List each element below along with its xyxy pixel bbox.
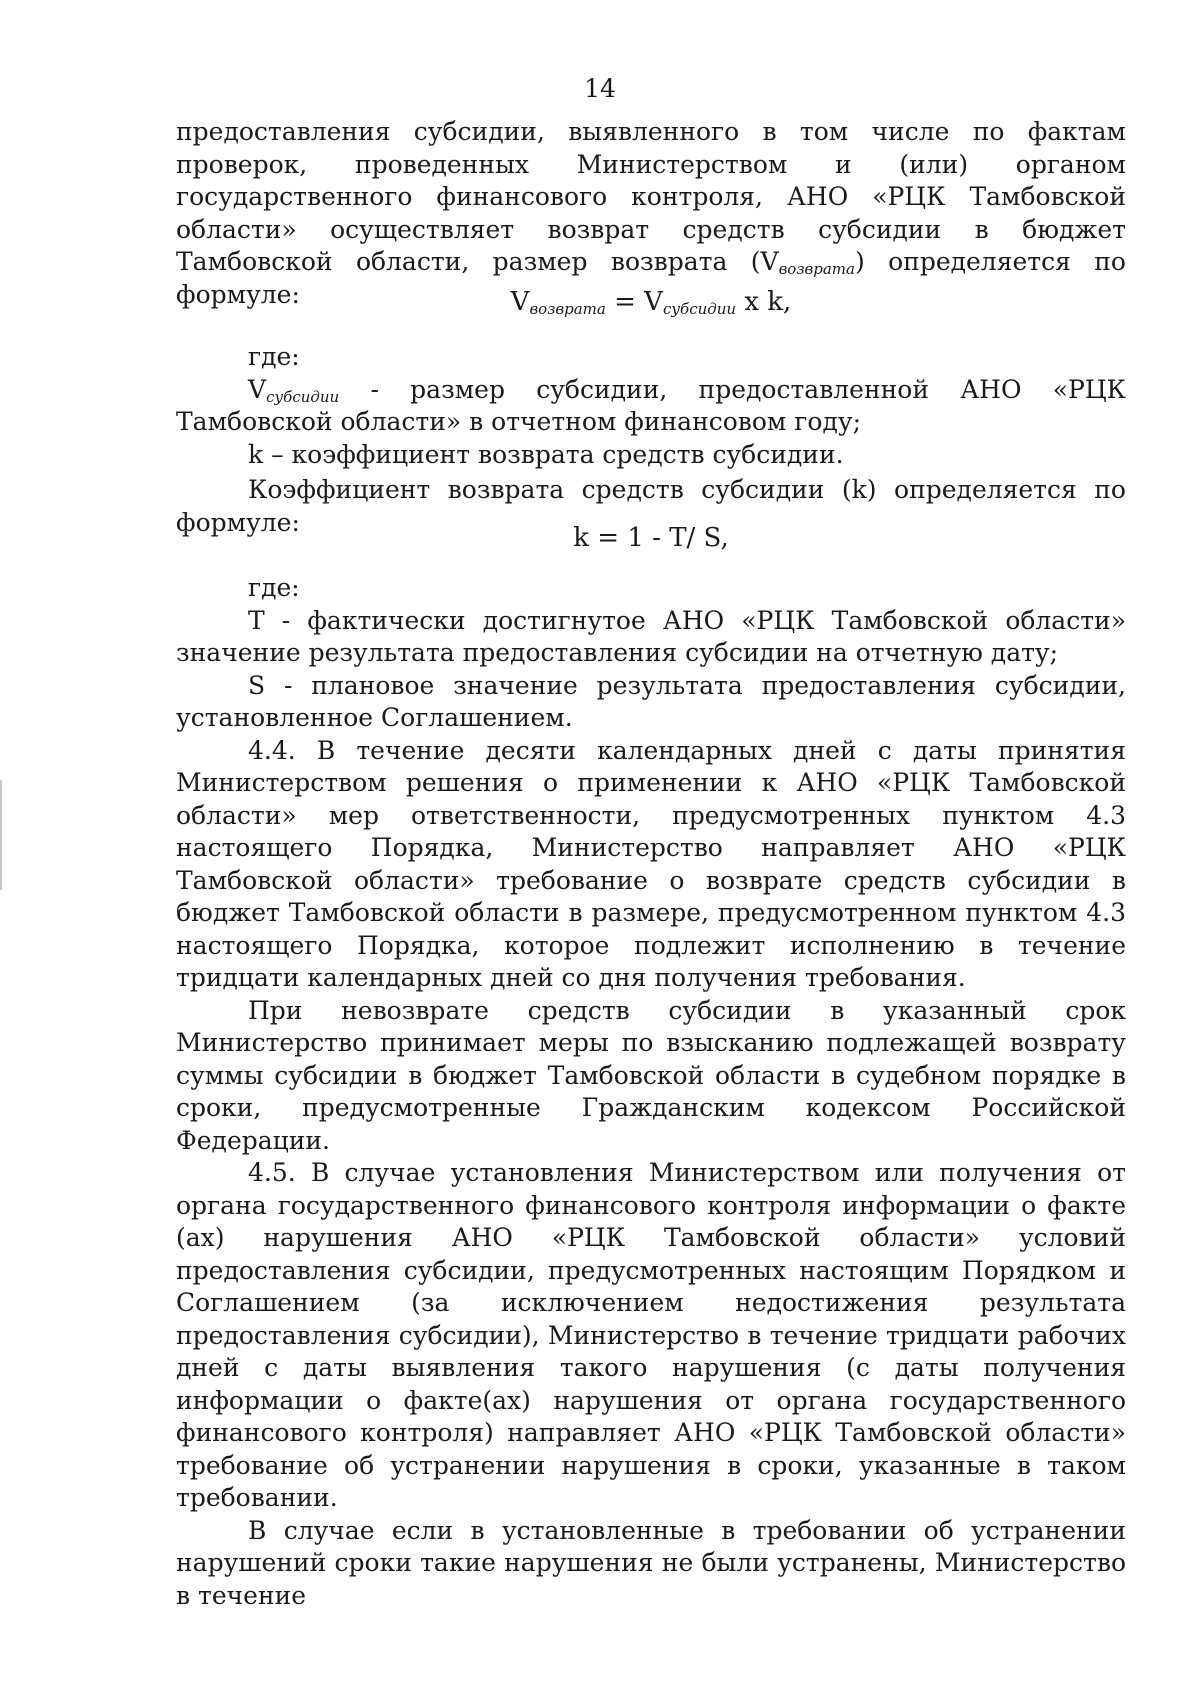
where-label-2: где:: [248, 573, 300, 602]
def-v-letter: V: [248, 374, 267, 404]
definition-s: S - плановое значение результата предоставления субсидии, установленное Соглашением.: [176, 670, 1126, 732]
definitions-2: [176, 572, 1126, 1612]
paragraph-intro: [176, 116, 1126, 311]
formula-eq: = V: [605, 287, 663, 317]
text-block: [176, 116, 1126, 311]
definition-t: T - фактически достигнутое АНО «РЦК Тамбовской области» значение результата предоставления субсидии на отчетную дату;: [176, 605, 1126, 667]
intro-end-text: ) определяется по формуле:: [176, 247, 1126, 309]
formula-sub-right: субсидии: [662, 300, 737, 318]
coefficient-intro: Коэффициент возврата средств субсидии (k) определяется по формуле:: [176, 475, 1126, 537]
paragraph-4-5-continuation: В случае если в установленные в требовании об устранении нарушений сроки такие нарушения не были устранены, Министерство в течение: [176, 1515, 1126, 1610]
subscript-return: возврата: [778, 260, 855, 278]
scan-edge-mark: [0, 780, 2, 890]
definition-k: k – коэффициент возврата средств субсидии.: [248, 439, 844, 469]
paragraph-4-5: 4.5. В случае установления Министерством или получения от органа государственного финансового контроля информации о факте (ах) нарушения АНО «РЦК Тамбовской области» условий предоставления субсидии, предусмотренных настоящим Порядком и Соглашением (за исключением недостижения результата предоставления субсидии), Министерство в течение тридцати рабочих дней с даты выявления такого нарушения (с даты получения информации о факте(ах) нарушения от органа государственного финансового контроля) направляет АНО «РЦК Тамбовской области» требование об устранении нарушения в сроки, указанные в таком требовании.: [176, 1158, 1126, 1512]
formula-tail: х k,: [736, 287, 792, 317]
formula-return: [176, 286, 1126, 319]
formula-2-block: [176, 522, 1126, 555]
page-number: 14: [584, 74, 616, 103]
paragraph-4-4-non-return: При невозврате средств субсидии в указанный срок Министерство принимает меры по взысканию подлежащей возврату суммы субсидии в бюджет Тамбовской области в судебном порядке в сроки, предусмотренные Гражданским кодексом Российской Федерации.: [176, 995, 1126, 1155]
definitions-1: [176, 341, 1126, 471]
paragraph-4-4: 4.4. В течение десяти календарных дней с даты принятия Министерством решения о применении к АНО «РЦК Тамбовской области» мер ответственности, предусмотренных пунктом 4.3 настоящего Порядка, Министерство направляет АНО «РЦК Тамбовской области» требование о возврате средств субсидии в бюджет Тамбовской области в размере, предусмотренном пунктом 4.3 настоящего Порядка, которое подлежит исполнению в течение тридцати календарных дней со дня получения требования.: [176, 735, 1126, 992]
def-v-subscript: субсидии: [266, 387, 340, 406]
formula-v: V: [510, 287, 530, 317]
intro-text: предоставления субсидии, выявленного в том числе по фактам проверок, проведенных Министерством и (или) органом государственного финансового контроля, АНО «РЦК Тамбовской области» осуществляет возврат средств субсидии в бюджет Тамбовской области, размер возврата (V: [176, 117, 1126, 276]
formula-sub-left: возврата: [529, 300, 606, 318]
definition-v: [176, 374, 1126, 439]
formula-1-block: [176, 286, 1126, 319]
where-label-1: где:: [248, 342, 300, 371]
formula-k: k = 1 - T/ S,: [573, 523, 729, 553]
def-v-text: - размер субсидии, предоставленной АНО «РЦК Тамбовской области» в отчетном финансовом году;: [176, 374, 1126, 436]
